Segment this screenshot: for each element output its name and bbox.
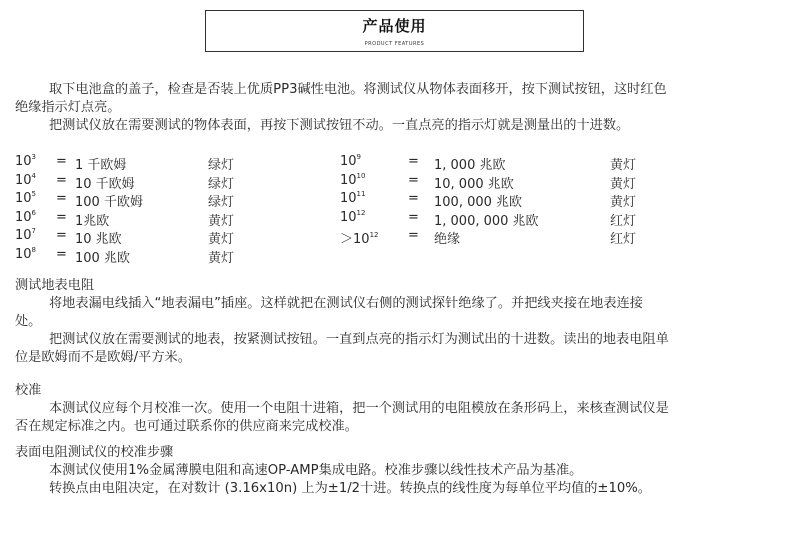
intro-paragraph-2 [15, 117, 629, 135]
right-value: 10, 000 兆欧 [434, 176, 514, 192]
right-equals: = [408, 209, 419, 225]
left-power [15, 228, 36, 243]
right-equals: = [408, 228, 419, 243]
calibration-heading: 校准 [15, 383, 42, 398]
title-box [205, 10, 584, 52]
right-indicator: 黄灯 [610, 158, 637, 173]
right-value: 1, 000 兆欧 [434, 158, 506, 173]
right-power-exponent: 12 [369, 231, 379, 239]
left-value: 100 千欧姆 [75, 195, 143, 210]
right-indicator: 黄灯 [610, 195, 637, 210]
left-value: 100 兆欧 [75, 250, 130, 266]
right-power-base: 10 [340, 154, 357, 169]
scale-row [0, 228, 790, 245]
left-indicator: 绿灯 [208, 195, 235, 210]
right-equals: = [408, 154, 419, 169]
left-power [15, 210, 36, 225]
right-power-exponent: 11 [356, 190, 366, 198]
left-power [15, 191, 36, 206]
right-power [340, 228, 378, 247]
right-power [340, 191, 365, 206]
left-indicator: 黄灯 [208, 213, 235, 229]
left-power-base: 10 [15, 191, 32, 206]
ground-p2-line2: 位是欧姆而不是欧姆/平方米。 [15, 350, 191, 365]
left-indicator: 黄灯 [208, 250, 235, 266]
page-title: 产品使用 [362, 17, 427, 35]
right-power-exponent: 12 [356, 208, 366, 217]
right-power-exponent: 10 [356, 171, 366, 180]
left-power-base: 10 [15, 172, 32, 188]
right-power [340, 173, 365, 188]
scale-row [0, 247, 790, 264]
steps-heading: 表面电阻测试仪的校准步骤 [15, 445, 174, 460]
right-indicator: 红灯 [610, 213, 637, 229]
intro-paragraph-1 [15, 81, 790, 99]
left-power-exponent: 7 [31, 227, 37, 235]
right-power-base: 10 [353, 232, 370, 247]
left-equals: = [56, 154, 67, 169]
left-power-base: 10 [15, 246, 32, 262]
right-indicator: 红灯 [610, 232, 637, 247]
left-indicator: 绿灯 [208, 176, 235, 192]
left-power-exponent: 6 [31, 208, 37, 217]
intro-p2: 把测试仪放在需要测试的物体表面，再按下测试按钮不动。一直点亮的指示灯就是测量出的十进数。 [49, 118, 630, 133]
scale-row [0, 154, 790, 171]
left-power-base: 10 [15, 228, 32, 243]
ground-heading: 测试地表电阻 [15, 278, 95, 293]
left-equals: = [56, 172, 67, 188]
left-equals: = [56, 246, 67, 262]
steps-line1: 本测试仪使用1%金属薄膜电阻和高速OP-AMP集成电路。校准步骤以线性技术产品为基准。 [49, 463, 583, 478]
intro-paragraph-1-cont [15, 99, 121, 117]
left-power-exponent: 4 [31, 171, 37, 180]
page-subtitle: PRODUCT FEATURES [364, 41, 425, 47]
calibration-line1: 本测试仪应每个月校准一次。使用一个电阻十进箱，把一个测试用的电阻模放在条形码上，来核查测试仪是 [49, 401, 669, 416]
left-power [15, 154, 36, 169]
left-power [15, 173, 36, 188]
left-equals: = [56, 191, 67, 206]
ground-p2-line1: 把测试仪放在需要测试的地表，按紧测试按钮。一直到点亮的指示灯为测试出的十进数。读出的地表电阻单 [49, 332, 669, 347]
right-power [340, 210, 365, 225]
right-power-base: 10 [340, 191, 357, 206]
scale-row [0, 210, 790, 227]
left-power-base: 10 [15, 209, 32, 225]
left-value: 10 千欧姆 [75, 176, 135, 192]
left-value: 1 千欧姆 [75, 158, 127, 173]
right-equals: = [408, 172, 419, 188]
right-power [340, 154, 361, 169]
intro-p1-line2: 绝缘指示灯点亮。 [15, 100, 121, 115]
scale-row [0, 173, 790, 190]
right-indicator: 黄灯 [610, 176, 637, 192]
right-value: 1, 000, 000 兆欧 [434, 213, 539, 229]
left-value: 10 兆欧 [75, 232, 122, 247]
right-value: 100, 000 兆欧 [434, 195, 523, 210]
left-value: 1兆欧 [75, 213, 110, 229]
left-power-exponent: 8 [31, 245, 37, 254]
ground-p1-line2: 处。 [15, 314, 42, 329]
left-power-exponent: 3 [31, 153, 37, 161]
right-power-exponent: 9 [356, 153, 362, 161]
left-power-exponent: 5 [31, 190, 37, 198]
left-equals: = [56, 228, 67, 243]
calibration-line2: 否在规定标准之内。也可通过联系你的供应商来完成校准。 [15, 419, 358, 434]
right-power-base: 10 [340, 172, 357, 188]
left-equals: = [56, 209, 67, 225]
left-power-base: 10 [15, 154, 32, 169]
right-power-prefix: ＞ [340, 232, 354, 247]
right-equals: = [408, 191, 419, 206]
right-value: 绝缘 [434, 232, 461, 247]
left-power [15, 247, 36, 262]
right-power-base: 10 [340, 209, 357, 225]
left-indicator: 黄灯 [208, 232, 235, 247]
scale-row [0, 191, 790, 208]
ground-p1-line1: 将地表漏电线插入“地表漏电”插座。这样就把在测试仪右侧的测试探针绝缘了。并把线夹接在地表连接 [49, 296, 643, 311]
intro-p1-line1: 取下电池盒的盖子，检查是否装上优质PP3碱性电池。将测试仪从物体表面移开，按下测试按钮，这时红色 [49, 82, 667, 97]
left-indicator: 绿灯 [208, 158, 235, 173]
steps-line2: 转换点由电阻决定，在对数计 (3.16x10n) 上为±1/2十进。转换点的线性度为每单位平均值的±10%。 [49, 481, 651, 496]
